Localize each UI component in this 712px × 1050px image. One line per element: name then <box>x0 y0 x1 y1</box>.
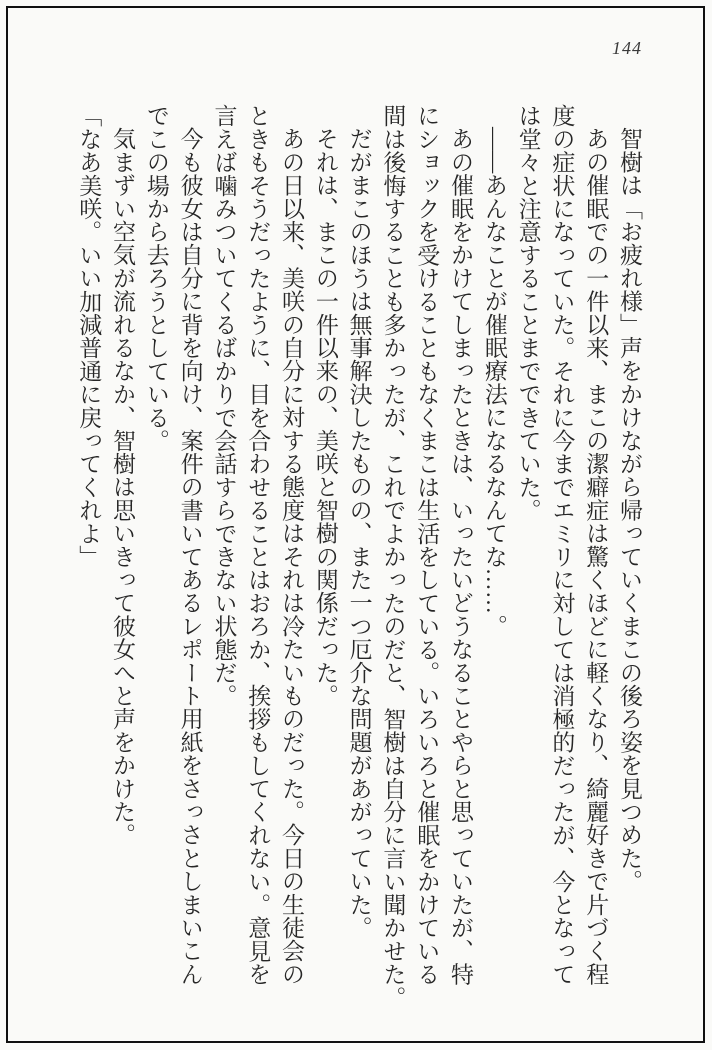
text-line: 気まずい空気が流れるなか、智樹は思いきって彼女へと声をかけた。 <box>110 127 136 847</box>
text-line: 言えば噛みついてくるばかりで会話すらできない状態だ。 <box>211 104 237 708</box>
text-line: でこの場から去ろうとしている。 <box>143 104 169 452</box>
text-line: ――あんなことが催眠療法になるなんてな……。 <box>481 127 507 638</box>
text-line: あの催眠での一件以来、まこの潔癖症は驚くほどに軽くなり、綺麗好きで片づく程 <box>583 127 609 986</box>
text-line: だがまこのほうは無事解決したものの、また一つ厄介な問題があがっていた。 <box>346 127 372 939</box>
text-line: 今も彼女は自分に背を向け、案件の書いてあるレポート用紙をさっさとしまいこん <box>177 127 203 986</box>
page-number: 144 <box>612 38 642 58</box>
text-line: それは、まこの一件以来の、美咲と智樹の関係だった。 <box>312 127 338 707</box>
text-line: は堂々と注意することまでできていた。 <box>515 104 541 522</box>
text-line: 「なあ美咲。いい加減普通に戻ってくれよ」 <box>76 104 102 568</box>
text-line: 智樹は「お疲れ様」声をかけながら帰っていくまこの後ろ姿を見つめた。 <box>617 127 642 893</box>
text-line: にショックを受けることもなくまこは生活をしている。いろいろと催眠をかけている <box>414 104 440 986</box>
vertical-text-block <box>71 104 646 1016</box>
text-line: ときもそうだったように、目を合わせることはおろか、挨拶もしてくれない。意見を <box>245 104 271 986</box>
text-line: あの催眠をかけてしまったときは、いったいどうなることやらと思っていたが、特 <box>448 127 474 986</box>
text-line: あの日以来、美咲の自分に対する態度はそれは冷たいものだった。今日の生徒会の <box>279 127 305 986</box>
text-line: 間は後悔することも多かったが、これでよかったのだと、智樹は自分に言い聞かせた。 <box>380 104 406 1009</box>
text-line: 度の症状になっていた。それに今までエミリに対しては消極的だったが、今となって <box>549 104 575 986</box>
